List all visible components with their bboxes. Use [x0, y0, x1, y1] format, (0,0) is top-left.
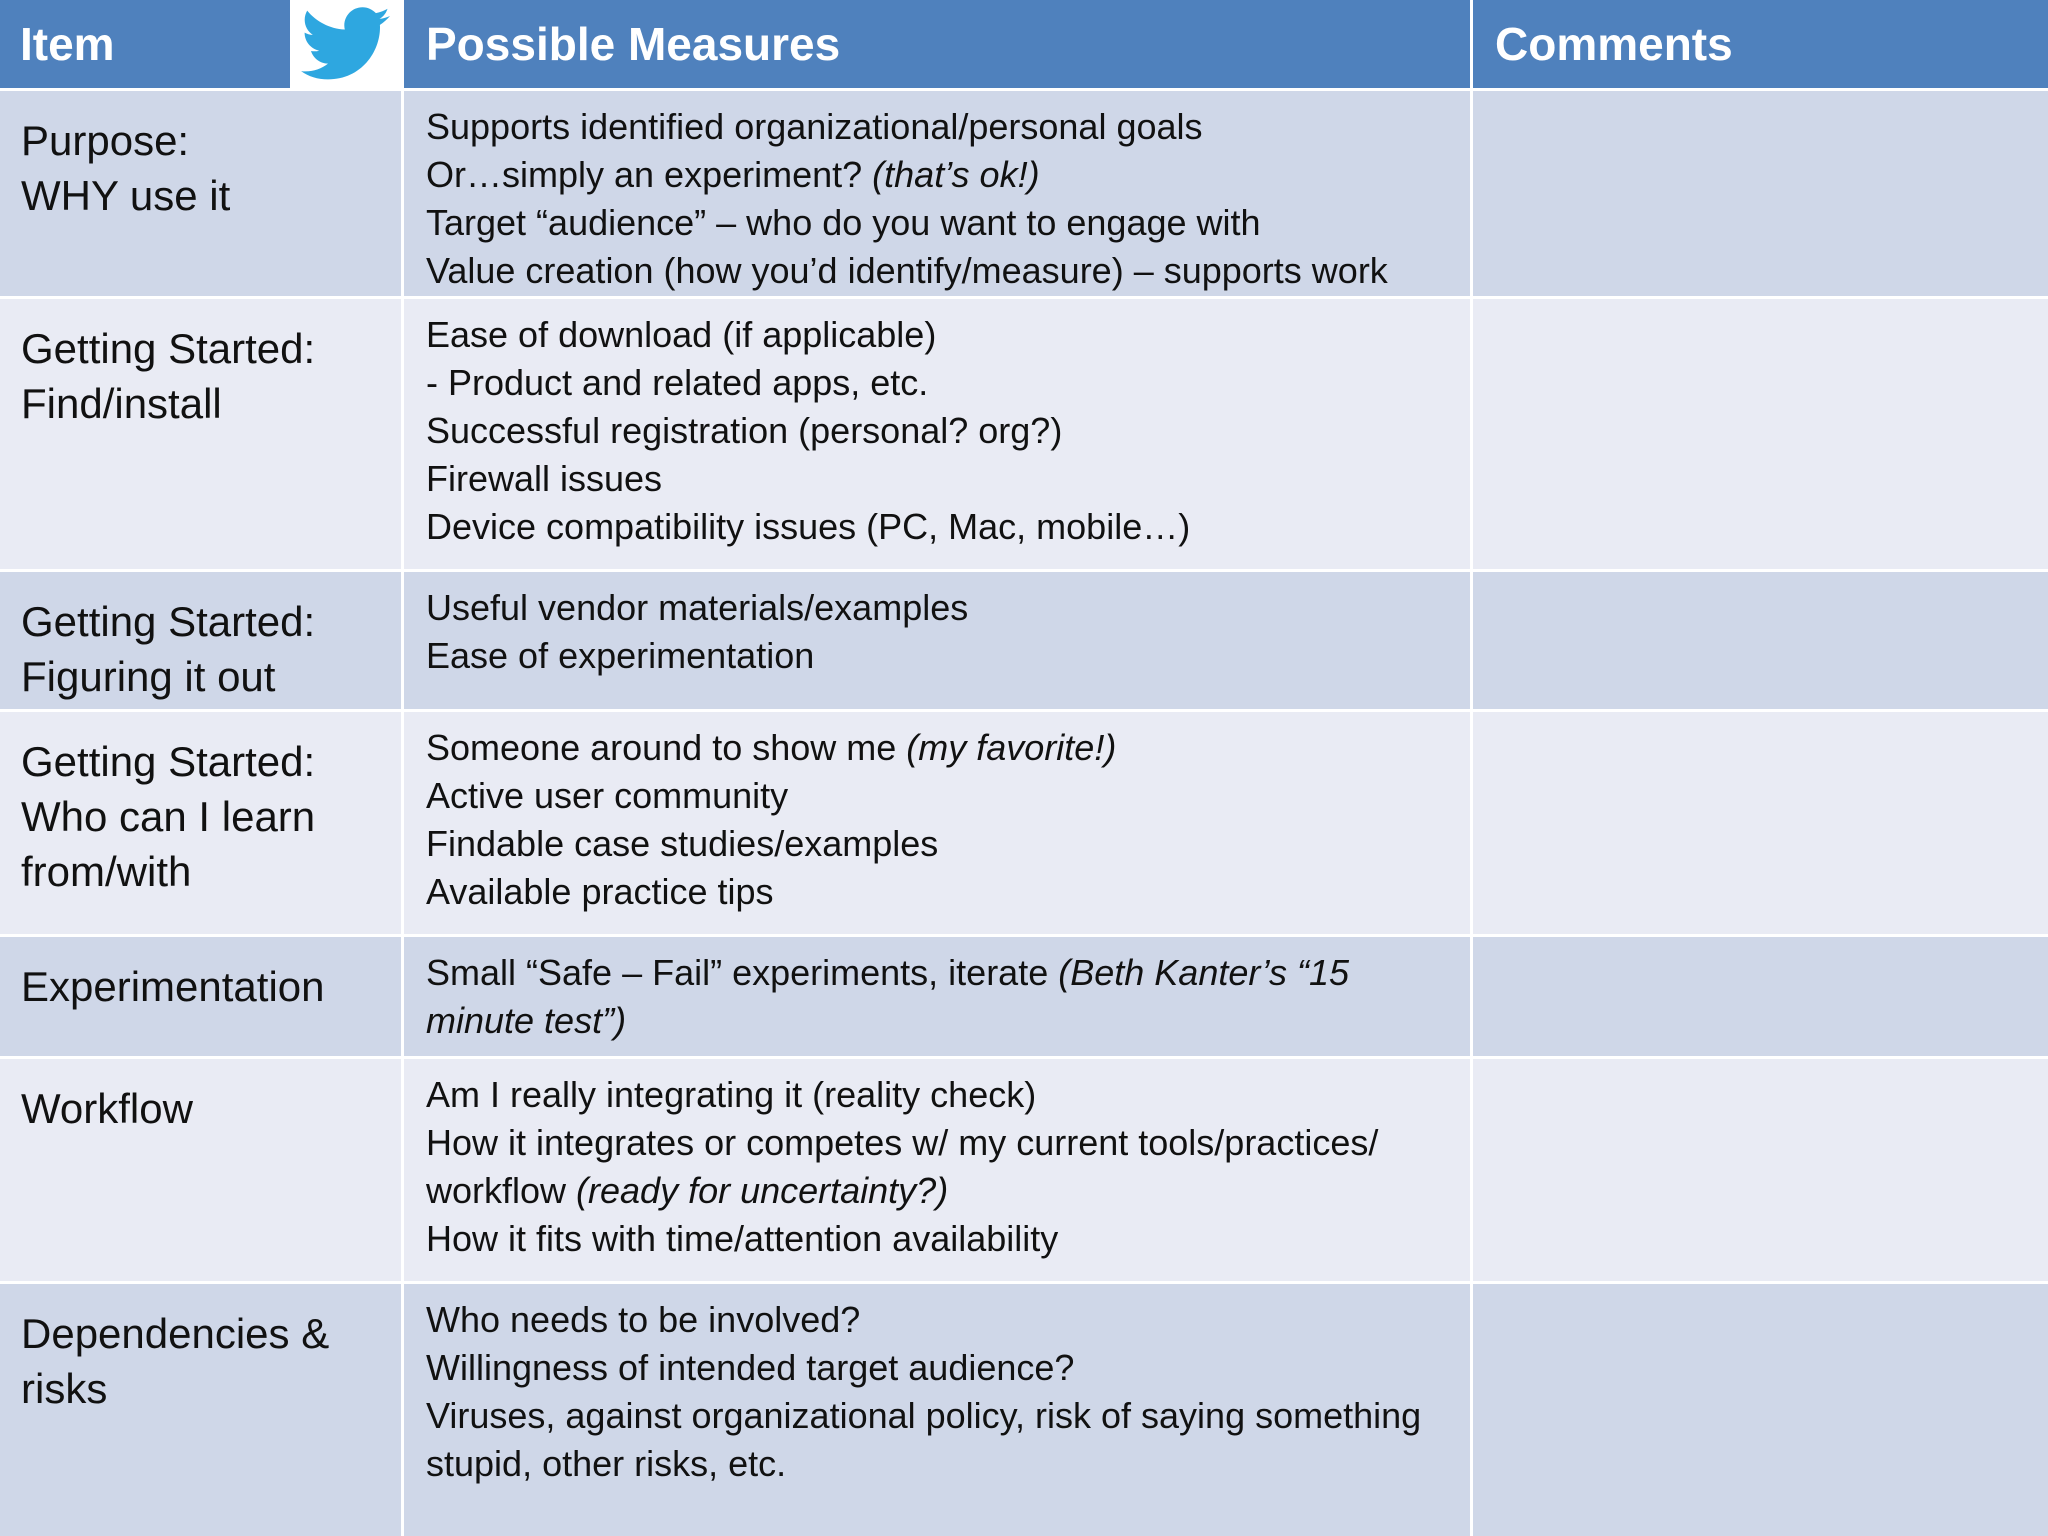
bird-svg	[300, 7, 392, 81]
comments-cell[interactable]	[1473, 572, 2048, 709]
item-cell	[0, 1059, 401, 1281]
item-line: Getting Started:	[21, 598, 316, 645]
twitter-bird-icon	[290, 0, 401, 88]
measure-line: Available practice tips	[426, 871, 774, 912]
item-line: WHY use it	[21, 172, 231, 219]
measure-line: - Product and related apps, etc.	[426, 362, 929, 403]
measure-line: Findable case studies/examples	[426, 823, 939, 864]
measure-line: minute test”)	[426, 1000, 627, 1041]
item-line: from/with	[21, 848, 192, 895]
item-cell	[0, 712, 401, 934]
comments-cell[interactable]	[1473, 299, 2048, 569]
measure-line: Device compatibility issues (PC, Mac, mobile…)	[426, 506, 1191, 547]
comments-cell[interactable]	[1473, 1284, 2048, 1536]
measure-line: Small “Safe – Fail” experiments, iterate (Beth Kanter’s “15	[426, 952, 1350, 993]
header-item-label: Item	[20, 18, 115, 70]
header-item	[0, 0, 401, 88]
measures-cell	[404, 1284, 1470, 1536]
measure-line: Someone around to show me (my favorite!)	[426, 727, 1117, 768]
item-cell	[0, 1284, 401, 1536]
item-line: Experimentation	[21, 963, 325, 1010]
measure-line: Active user community	[426, 775, 789, 816]
measures-cell	[404, 1059, 1470, 1281]
comments-cell[interactable]	[1473, 91, 2048, 296]
item-line: Getting Started:	[21, 738, 316, 785]
measure-line: How it integrates or competes w/ my current tools/practices/	[426, 1122, 1379, 1163]
measure-line: Useful vendor materials/examples	[426, 587, 969, 628]
measure-line: How it fits with time/attention availability	[426, 1218, 1059, 1259]
measure-line: Who needs to be involved?	[426, 1299, 861, 1340]
measure-line: Viruses, against organizational policy, risk of saying something	[426, 1395, 1422, 1436]
header-comments: Comments	[1473, 0, 2048, 88]
measure-line: stupid, other risks, etc.	[426, 1443, 787, 1484]
measure-line: Willingness of intended target audience?	[426, 1347, 1075, 1388]
header-measures: Possible Measures	[404, 0, 1470, 88]
measures-cell	[404, 299, 1470, 569]
measure-line: Successful registration (personal? org?)	[426, 410, 1063, 451]
measures-cell	[404, 91, 1470, 296]
measure-line: Or…simply an experiment? (that’s ok!)	[426, 154, 1040, 195]
item-line: Who can I learn	[21, 793, 316, 840]
item-line: Dependencies &	[21, 1310, 330, 1357]
item-line: Purpose:	[21, 117, 190, 164]
item-line: risks	[21, 1365, 108, 1412]
item-line: Figuring it out	[21, 653, 276, 700]
comments-cell[interactable]	[1473, 1059, 2048, 1281]
item-line: Getting Started:	[21, 325, 316, 372]
measure-line: Target “audience” – who do you want to engage with	[426, 202, 1261, 243]
measure-line: Firewall issues	[426, 458, 663, 499]
measure-line: Ease of download (if applicable)	[426, 314, 937, 355]
item-line: Workflow	[21, 1085, 193, 1132]
comments-cell[interactable]	[1473, 712, 2048, 934]
item-cell	[0, 937, 401, 1056]
measure-line: Ease of experimentation	[426, 635, 815, 676]
item-cell	[0, 572, 401, 709]
comments-cell[interactable]	[1473, 937, 2048, 1056]
measure-line: workflow (ready for uncertainty?)	[426, 1170, 949, 1211]
measure-line: Supports identified organizational/personal goals	[426, 106, 1203, 147]
measure-line: Value creation (how you’d identify/measure) – supports work	[426, 250, 1388, 291]
measure-line: Am I really integrating it (reality check)	[426, 1074, 1037, 1115]
item-cell	[0, 91, 401, 296]
measures-cell	[404, 937, 1470, 1056]
measures-cell	[404, 712, 1470, 934]
item-cell	[0, 299, 401, 569]
measures-cell	[404, 572, 1470, 709]
item-line: Find/install	[21, 380, 222, 427]
